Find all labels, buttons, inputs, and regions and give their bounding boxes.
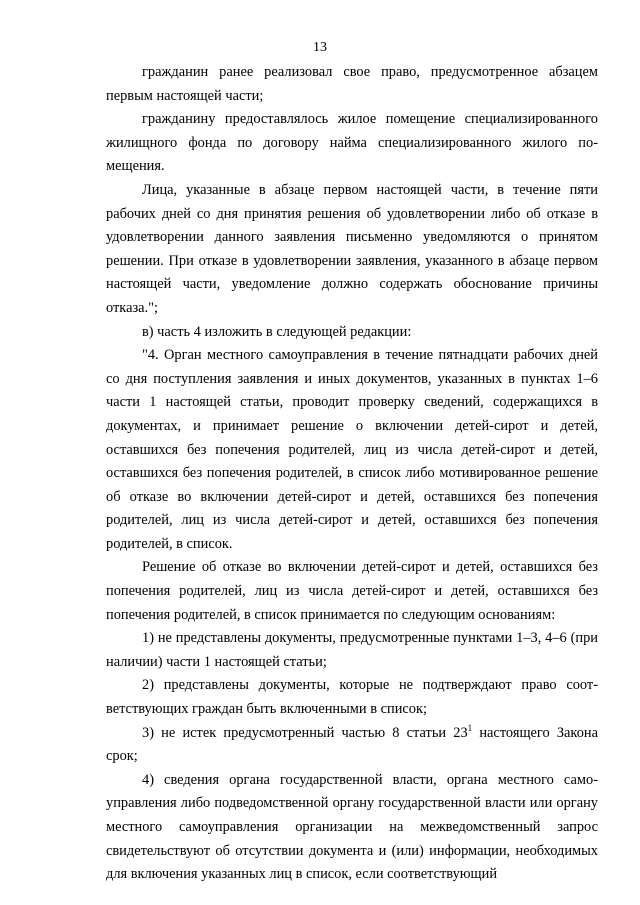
paragraph: 4) сведения органа государственной власти, органа местного самоуправления либо подведомственной органу государственной власти или органу местного самоуправления организации на межведомственный запрос свидетельствуют об отсутствии документа и (или) информации, необходимых для включения указанных лиц в список, если соответствующий: [106, 771, 598, 883]
paragraph-text-before: 3) не истек предусмотренный частью 8 статьи 23: [142, 724, 468, 741]
paragraph: гражданин ранее реализовал свое право, предусмотренное абзацем первым настоящей части;: [106, 64, 598, 104]
paragraph-text-after: настоящего Закона срок;: [106, 724, 598, 765]
paragraph: [106, 722, 598, 769]
paragraph: гражданину предоставлялось жилое помещение специализированного жилищного фонда по договору найма специализированного жилого помещения.: [106, 111, 598, 175]
page-number: 13: [313, 40, 327, 55]
paragraph: 1) не представлены документы, предусмотренные пунктами 1–3, 4–6 (при наличии) части 1 настоящей статьи;: [106, 630, 598, 670]
paragraph: 2) представлены документы, которые не подтверждают право соответствующих граждан быть включенными в список;: [106, 677, 598, 718]
paragraph: Лица, указанные в абзаце первом настоящей части, в течение пяти рабочих дней со дня принятия решения об удовлетворении либо об отказе в удовлетворении данного заявления письменно уведомляются о принятом решении. При отказе в удовлетворении заявления, указанного в абзаце первом настоящей части, уведомление должно содержать обоснование причины отказа.";: [106, 181, 598, 316]
document-body: [106, 61, 598, 887]
paragraph: "4. Орган местного самоуправления в течение пятнадцати рабочих дней со дня поступления заявления и иных документов, указанных в пунктах 1–6 части 1 настоящей статьи, проводит проверку сведений, содержащихся в документах, и принимает решение о включении детей-сирот и детей, оставшихся без попечения родителей, лиц из числа детей-сирот и детей, оставшихся без попечения родителей, в список либо мотивированное решение об отказе во включении детей-сирот и детей, оставшихся без попечения родителей, лиц из числа детей-сирот и детей, оставшихся без попечения родителей, в список.: [106, 347, 598, 552]
superscript: 1: [467, 722, 473, 733]
paragraph: Решение об отказе во включении детей-сирот и детей, оставшихся без попечения родителей, лиц из числа детей-сирот и детей, оставшихся без попечения родителей, в список принимается по следующим основаниям:: [106, 559, 598, 623]
paragraph: в) часть 4 изложить в следующей редакции:: [142, 323, 412, 340]
